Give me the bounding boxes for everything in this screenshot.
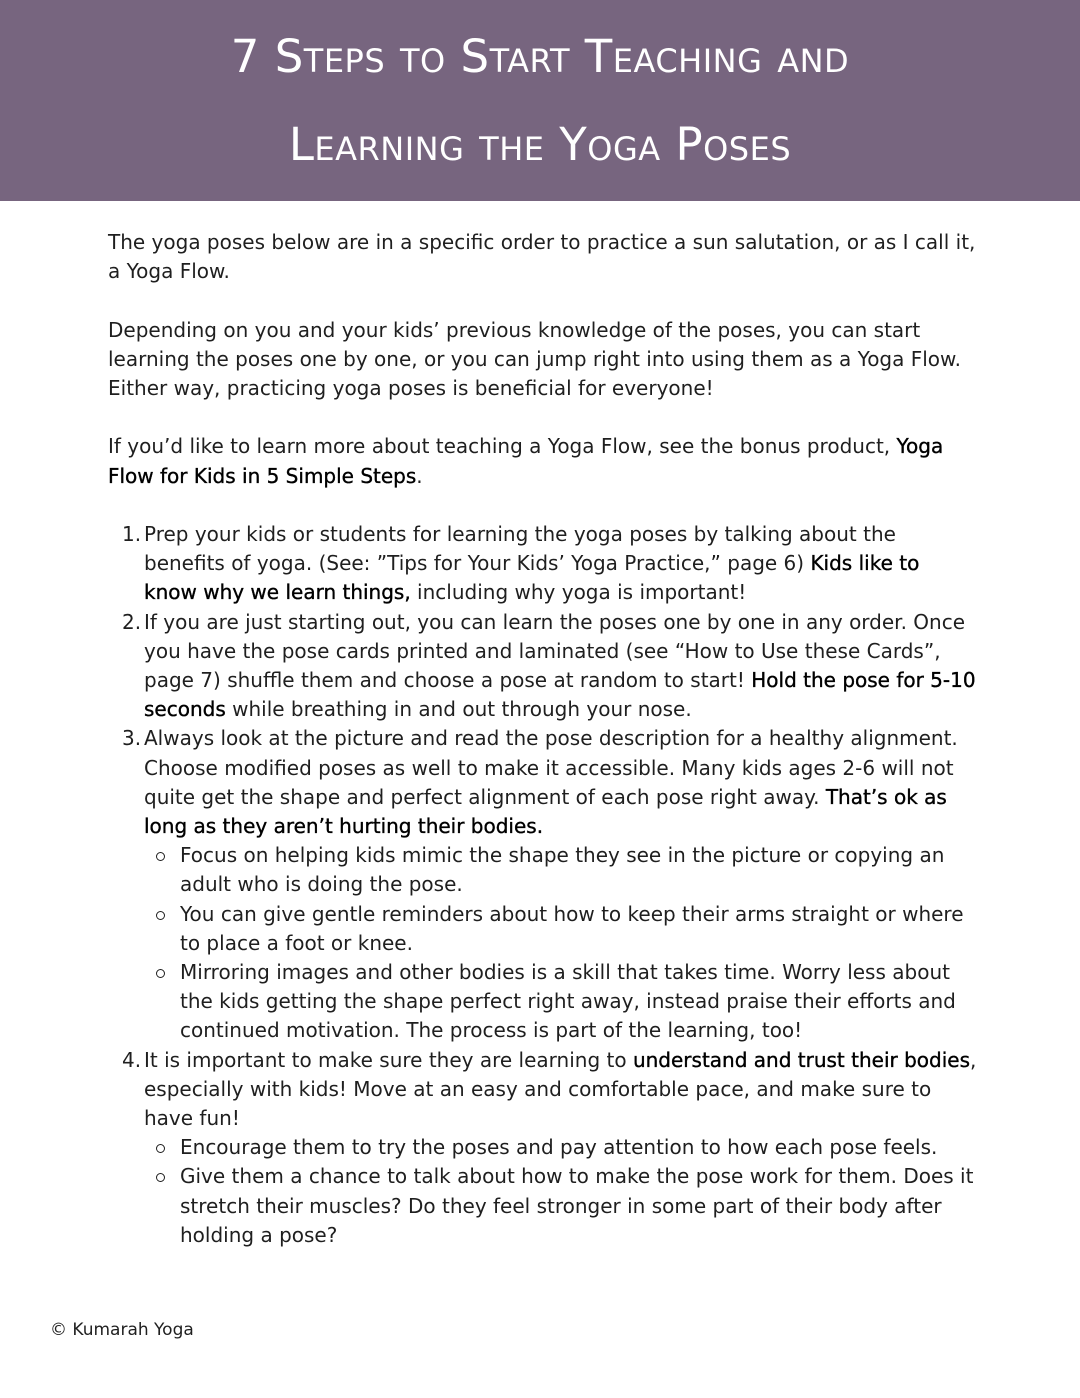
page-title-line-2: Learning the Yoga Poses [288, 118, 792, 171]
sub-list-item: Encourage them to try the poses and pay attention to how each pose feels. [180, 1133, 978, 1162]
steps-list [108, 520, 978, 1250]
intro-p3-end: . [416, 463, 423, 488]
step-item-4 [144, 1046, 978, 1250]
sub-list-item: You can give gentle reminders about how to keep their arms straight or where to place a foot or knee. [180, 900, 978, 958]
page-title-line-1: 7 Steps to Start Teaching and [230, 30, 850, 83]
step-item-3 [144, 724, 978, 1045]
step-text: including why yoga is important! [410, 580, 747, 605]
step-highlight: Kids like to know why we learn things, [144, 551, 920, 605]
step-text: , especially with kids! Move at an easy and comfortable pace, and make sure to have fun! [144, 1047, 977, 1131]
sub-list-item: Focus on helping kids mimic the shape they see in the picture or copying an adult who is doing the pose. [180, 841, 978, 899]
step-text: If you are just starting out, you can learn the poses one by one in any order. Once you have the pose cards printed and laminated (see “How to Use these Cards”, page 7) shuffle them and choose a pose at random to start! [144, 609, 965, 692]
step-4-sublist [144, 1133, 978, 1250]
sub-list-item: Mirroring images and other bodies is a skill that takes time. Worry less about the kids getting the shape perfect right away, instead praise their efforts and continued motivation. The process is part of the learning, too! [180, 958, 978, 1046]
step-text: Prep your kids or students for learning the yoga poses by talking about the benefits of yoga. (See: ”Tips for Your Kids’ Yoga Practice,” page 6) [144, 521, 896, 576]
intro-paragraph-2: Depending on you and your kids’ previous knowledge of the poses, you can start learning the poses one by one, or you can jump right into using them as a Yoga Flow. Either way, practicing yoga poses is beneficial for everyone! [108, 317, 961, 400]
step-highlight: understand and trust their bodies [632, 1047, 970, 1072]
step-text: while breathing in and out through your nose. [225, 697, 692, 722]
intro-paragraph-3 [108, 432, 978, 490]
step-item-1 [144, 520, 978, 608]
main-content [108, 228, 978, 1250]
header-band [0, 0, 1080, 201]
copyright-footer: © Kumarah Yoga [50, 1320, 194, 1340]
step-highlight: Hold the pose for 5-10 seconds [144, 668, 976, 722]
bonus-product-title: Yoga Flow for Kids in 5 Simple Steps [108, 434, 944, 488]
step-3-sublist [144, 841, 978, 1045]
step-item-2 [144, 608, 978, 725]
sub-list-item: Give them a chance to talk about how to make the pose work for them. Does it stretch their muscles? Do they feel stronger in some part of their body after holding a pose? [180, 1162, 978, 1250]
step-highlight: That’s ok as long as they aren’t hurting their bodies. [144, 784, 947, 839]
intro-paragraph-1: The yoga poses below are in a specific order to practice a sun salutation, or as I call it, a Yoga Flow. [108, 230, 976, 284]
step-text: It is important to make sure they are learning to [144, 1047, 633, 1072]
intro-p3-text: If you’d like to learn more about teaching a Yoga Flow, see the bonus product, [108, 434, 897, 459]
step-text: Always look at the picture and read the pose description for a healthy alignment. Choose modified poses as well to make it accessible. Many kids ages 2-6 will not quite get the shape and perfect alignment of each pose right away. [144, 726, 958, 809]
